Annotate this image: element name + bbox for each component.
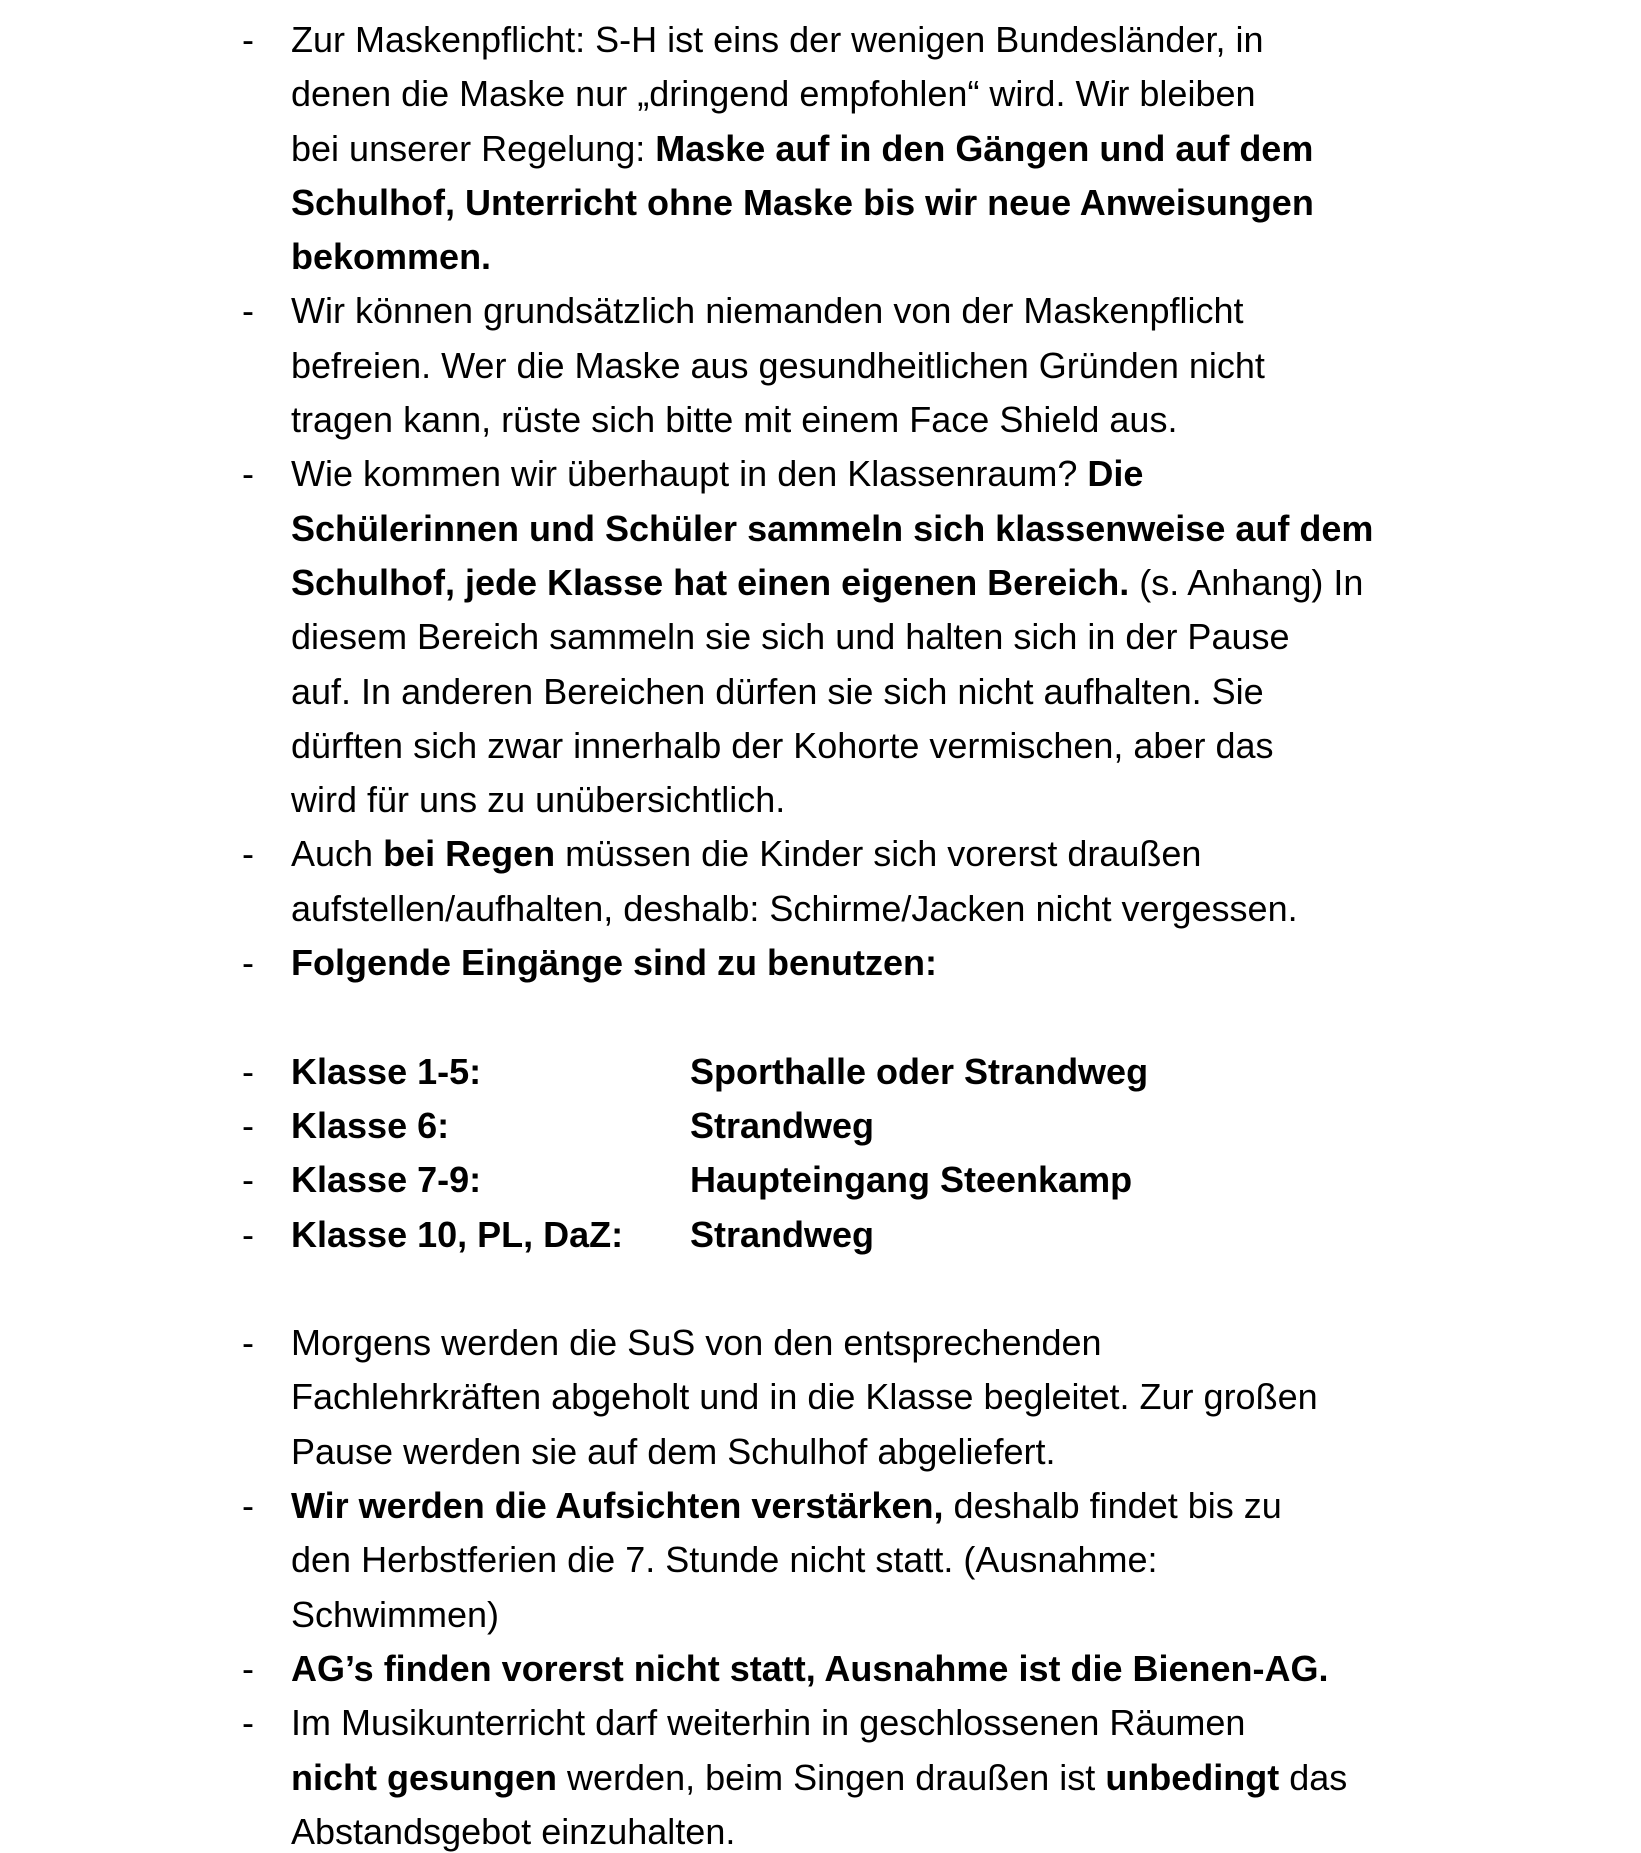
bold-text-segment: unbedingt — [1105, 1756, 1280, 1798]
text-segment: Im Musikunterricht darf weiterhin in geschlossenen Räumen — [291, 1702, 1246, 1744]
entrance-line — [291, 1099, 1581, 1153]
blank-line — [0, 990, 1641, 1044]
text-segment: Morgens werden die SuS von den entsprechenden — [291, 1322, 1102, 1364]
bullet-dash-icon: - — [242, 942, 254, 984]
text-line — [291, 1696, 1581, 1750]
text-segment: Wie kommen wir überhaupt in den Klassenraum? — [291, 453, 1088, 495]
entrance-line — [291, 1153, 1581, 1207]
bold-text-segment: Schulhof, jede Klasse hat einen eigenen Bereich. — [291, 561, 1130, 603]
text-line — [291, 284, 1581, 338]
text-segment: müssen die Kinder sich vorerst draußen — [555, 833, 1202, 875]
text-segment: Fachlehrkräften abgeholt und in die Klasse begleitet. Zur großen — [291, 1376, 1318, 1418]
text-segment: bei unserer Regelung: — [291, 127, 656, 169]
text-line — [291, 1425, 1581, 1479]
bullet-dash-icon: - — [242, 1159, 254, 1201]
text-segment: aufstellen/aufhalten, deshalb: Schirme/Jacken nicht vergessen. — [291, 887, 1298, 929]
text-segment: Auch — [291, 833, 384, 875]
text-line — [291, 773, 1581, 827]
bullet-list — [0, 13, 1641, 1853]
text-line — [291, 1533, 1581, 1587]
text-line — [291, 719, 1581, 773]
text-segment: deshalb findet bis zu — [943, 1485, 1282, 1527]
text-line — [291, 122, 1581, 176]
text-line — [291, 393, 1581, 447]
bullet-maskenpflicht — [0, 13, 1641, 284]
bullet-dash-icon: - — [242, 833, 254, 875]
text-line — [291, 339, 1581, 393]
bullet-ags — [0, 1642, 1641, 1696]
bullet-eingaenge-heading — [0, 936, 1641, 990]
bullet-befreiung — [0, 284, 1641, 447]
text-line — [291, 827, 1581, 881]
bold-text-segment: Maske auf in den Gängen und auf dem — [655, 127, 1314, 169]
bold-text-segment: Wir werden die Aufsichten verstärken, — [291, 1485, 944, 1527]
bullet-musikunterricht — [0, 1696, 1641, 1853]
text-line — [291, 665, 1581, 719]
bullet-dash-icon: - — [242, 1213, 254, 1255]
bold-text-segment: Schulhof, Unterricht ohne Maske bis wir neue Anweisungen — [291, 181, 1314, 223]
text-segment: (s. Anhang) In — [1129, 561, 1364, 603]
entrance-row-1 — [0, 1045, 1641, 1099]
entrance-location-label: Sporthalle oder Strandweg — [690, 1050, 1149, 1092]
bullet-dash-icon: - — [242, 1322, 254, 1364]
text-segment: denen die Maske nur „dringend empfohlen“ wird. Wir bleiben — [291, 73, 1256, 115]
bullet-morgens — [0, 1316, 1641, 1479]
bold-text-segment: bekommen. — [291, 236, 492, 278]
text-segment: befreien. Wer die Maske aus gesundheitlichen Gründen nicht — [291, 344, 1265, 386]
text-line — [291, 1805, 1581, 1853]
text-segment: dürften sich zwar innerhalb der Kohorte vermischen, aber das — [291, 724, 1274, 766]
bullet-content — [291, 284, 1581, 447]
entrance-location-label: Strandweg — [690, 1104, 875, 1146]
bullet-aufsichten — [0, 1479, 1641, 1642]
entrance-class-label: Klasse 6: — [291, 1104, 450, 1146]
entrance-location-label: Strandweg — [690, 1213, 875, 1255]
text-line — [291, 882, 1581, 936]
text-line — [291, 1642, 1581, 1696]
bullet-content — [291, 1316, 1581, 1479]
text-line — [291, 67, 1581, 121]
entrance-line — [291, 1208, 1581, 1262]
bullet-dash-icon: - — [242, 453, 254, 495]
bullet-content — [291, 1153, 1581, 1207]
entrance-class-label: Klasse 7-9: — [291, 1159, 482, 1201]
bullet-content — [291, 447, 1581, 827]
bold-text-segment: Die — [1087, 453, 1144, 495]
text-line — [291, 936, 1581, 990]
entrance-line — [291, 1045, 1581, 1099]
bullet-content — [291, 1642, 1581, 1696]
text-segment: werden, beim Singen draußen ist — [557, 1756, 1106, 1798]
text-line — [291, 230, 1581, 284]
text-segment: diesem Bereich sammeln sie sich und halten sich in der Pause — [291, 616, 1290, 658]
bullet-dash-icon: - — [242, 1485, 254, 1527]
text-line — [291, 1316, 1581, 1370]
text-line — [291, 447, 1581, 501]
text-line — [291, 1588, 1581, 1642]
bullet-content — [291, 1099, 1581, 1153]
bold-text-segment: Folgende Eingänge sind zu benutzen: — [291, 942, 937, 984]
text-line — [291, 610, 1581, 664]
entrance-class-label: Klasse 1-5: — [291, 1050, 482, 1092]
text-segment: das — [1279, 1756, 1348, 1798]
bold-text-segment: bei Regen — [383, 833, 556, 875]
bullet-dash-icon: - — [242, 290, 254, 332]
blank-line — [0, 1262, 1641, 1316]
text-line — [291, 556, 1581, 610]
entrance-location-label: Haupteingang Steenkamp — [690, 1159, 1133, 1201]
bold-text-segment: nicht gesungen — [291, 1756, 558, 1798]
text-segment: Zur Maskenpflicht: S-H ist eins der wenigen Bundesländer, in — [291, 19, 1264, 60]
entrance-class-label: Klasse 10, PL, DaZ: — [291, 1213, 624, 1255]
text-segment: tragen kann, rüste sich bitte mit einem Face Shield aus. — [291, 399, 1178, 441]
bullet-regen — [0, 827, 1641, 936]
text-line — [291, 1751, 1581, 1805]
text-line — [291, 1479, 1581, 1533]
bullet-content — [291, 827, 1581, 936]
bullet-dash-icon: - — [242, 1104, 254, 1146]
bullet-content — [291, 1208, 1581, 1262]
text-line — [291, 1370, 1581, 1424]
bold-text-segment: Schülerinnen und Schüler sammeln sich klassenweise auf dem — [291, 507, 1374, 549]
entrance-row-2 — [0, 1099, 1641, 1153]
bullet-klassenraum — [0, 447, 1641, 827]
text-segment: Pause werden sie auf dem Schulhof abgeliefert. — [291, 1430, 1056, 1472]
entrance-row-3 — [0, 1153, 1641, 1207]
text-segment: Schwimmen) — [291, 1593, 500, 1635]
text-segment: Wir können grundsätzlich niemanden von der Maskenpflicht — [291, 290, 1244, 332]
bullet-content — [291, 936, 1581, 990]
bullet-content — [291, 13, 1581, 284]
text-segment: den Herbstferien die 7. Stunde nicht statt. (Ausnahme: — [291, 1539, 1158, 1581]
entrance-row-4 — [0, 1208, 1641, 1262]
bullet-dash-icon: - — [242, 1050, 254, 1092]
bullet-dash-icon: - — [242, 1702, 254, 1744]
bullet-content — [291, 1696, 1581, 1853]
text-line — [291, 502, 1581, 556]
bullet-dash-icon: - — [242, 19, 254, 60]
text-segment: auf. In anderen Bereichen dürfen sie sich nicht aufhalten. Sie — [291, 670, 1264, 712]
bold-text-segment: AG’s finden vorerst nicht statt, Ausnahme ist die Bienen-AG. — [291, 1647, 1329, 1689]
bullet-content — [291, 1045, 1581, 1099]
text-segment: wird für uns zu unübersichtlich. — [291, 779, 786, 821]
text-line — [291, 13, 1581, 67]
text-line — [291, 176, 1581, 230]
bullet-dash-icon: - — [242, 1647, 254, 1689]
bullet-content — [291, 1479, 1581, 1642]
text-segment: Abstandsgebot einzuhalten. — [291, 1810, 736, 1852]
